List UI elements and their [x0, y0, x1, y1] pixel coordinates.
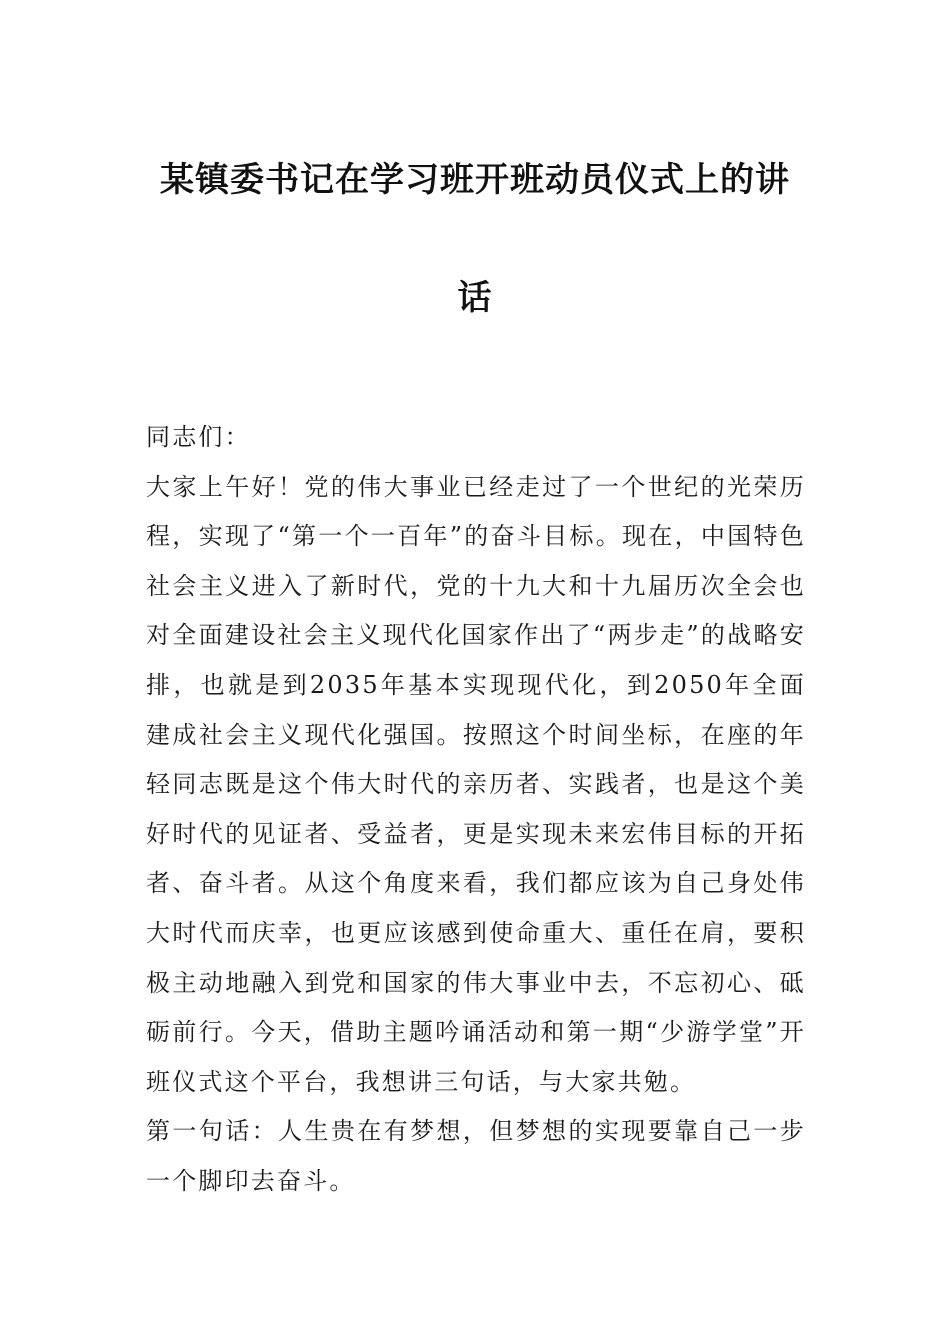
document-body — [146, 413, 806, 1207]
document-title-line-2: 话 — [457, 278, 493, 318]
body-paragraph: 第一句话：人生贵在有梦想，但梦想的实现要靠自己一步一个脚印去奋斗。 — [146, 1117, 806, 1195]
document-title-line-1: 某镇委书记在学习班开班动员仪式上的讲 — [160, 160, 790, 200]
body-paragraph: 大家上午好！党的伟大事业已经走过了一个世纪的光荣历程，实现了“第一个一百年”的奋斗目标。现在，中国特色社会主义进入了新时代，党的十九大和十九届历次全会也对全面建设社会主义现代化国家作出了“两步走”的战略安排，也就是到2035年基本实现现代化，到2050年全面建成社会主义现代化强国。按照这个时间坐标，在座的年轻同志既是这个伟大时代的亲历者、实践者，也是这个美好时代的见证者、受益者，更是实现未来宏伟目标的开拓者、奋斗者。从这个角度来看，我们都应该为自己身处伟大时代而庆幸，也更应该感到使命重大、重任在肩，要积极主动地融入到党和国家的伟大事业中去，不忘初心、砥砺前行。今天，借助主题吟诵活动和第一期“少游学堂”开班仪式这个平台，我想讲三句话，与大家共勉。 — [146, 472, 806, 1096]
salutation: 同志们： — [146, 423, 251, 451]
